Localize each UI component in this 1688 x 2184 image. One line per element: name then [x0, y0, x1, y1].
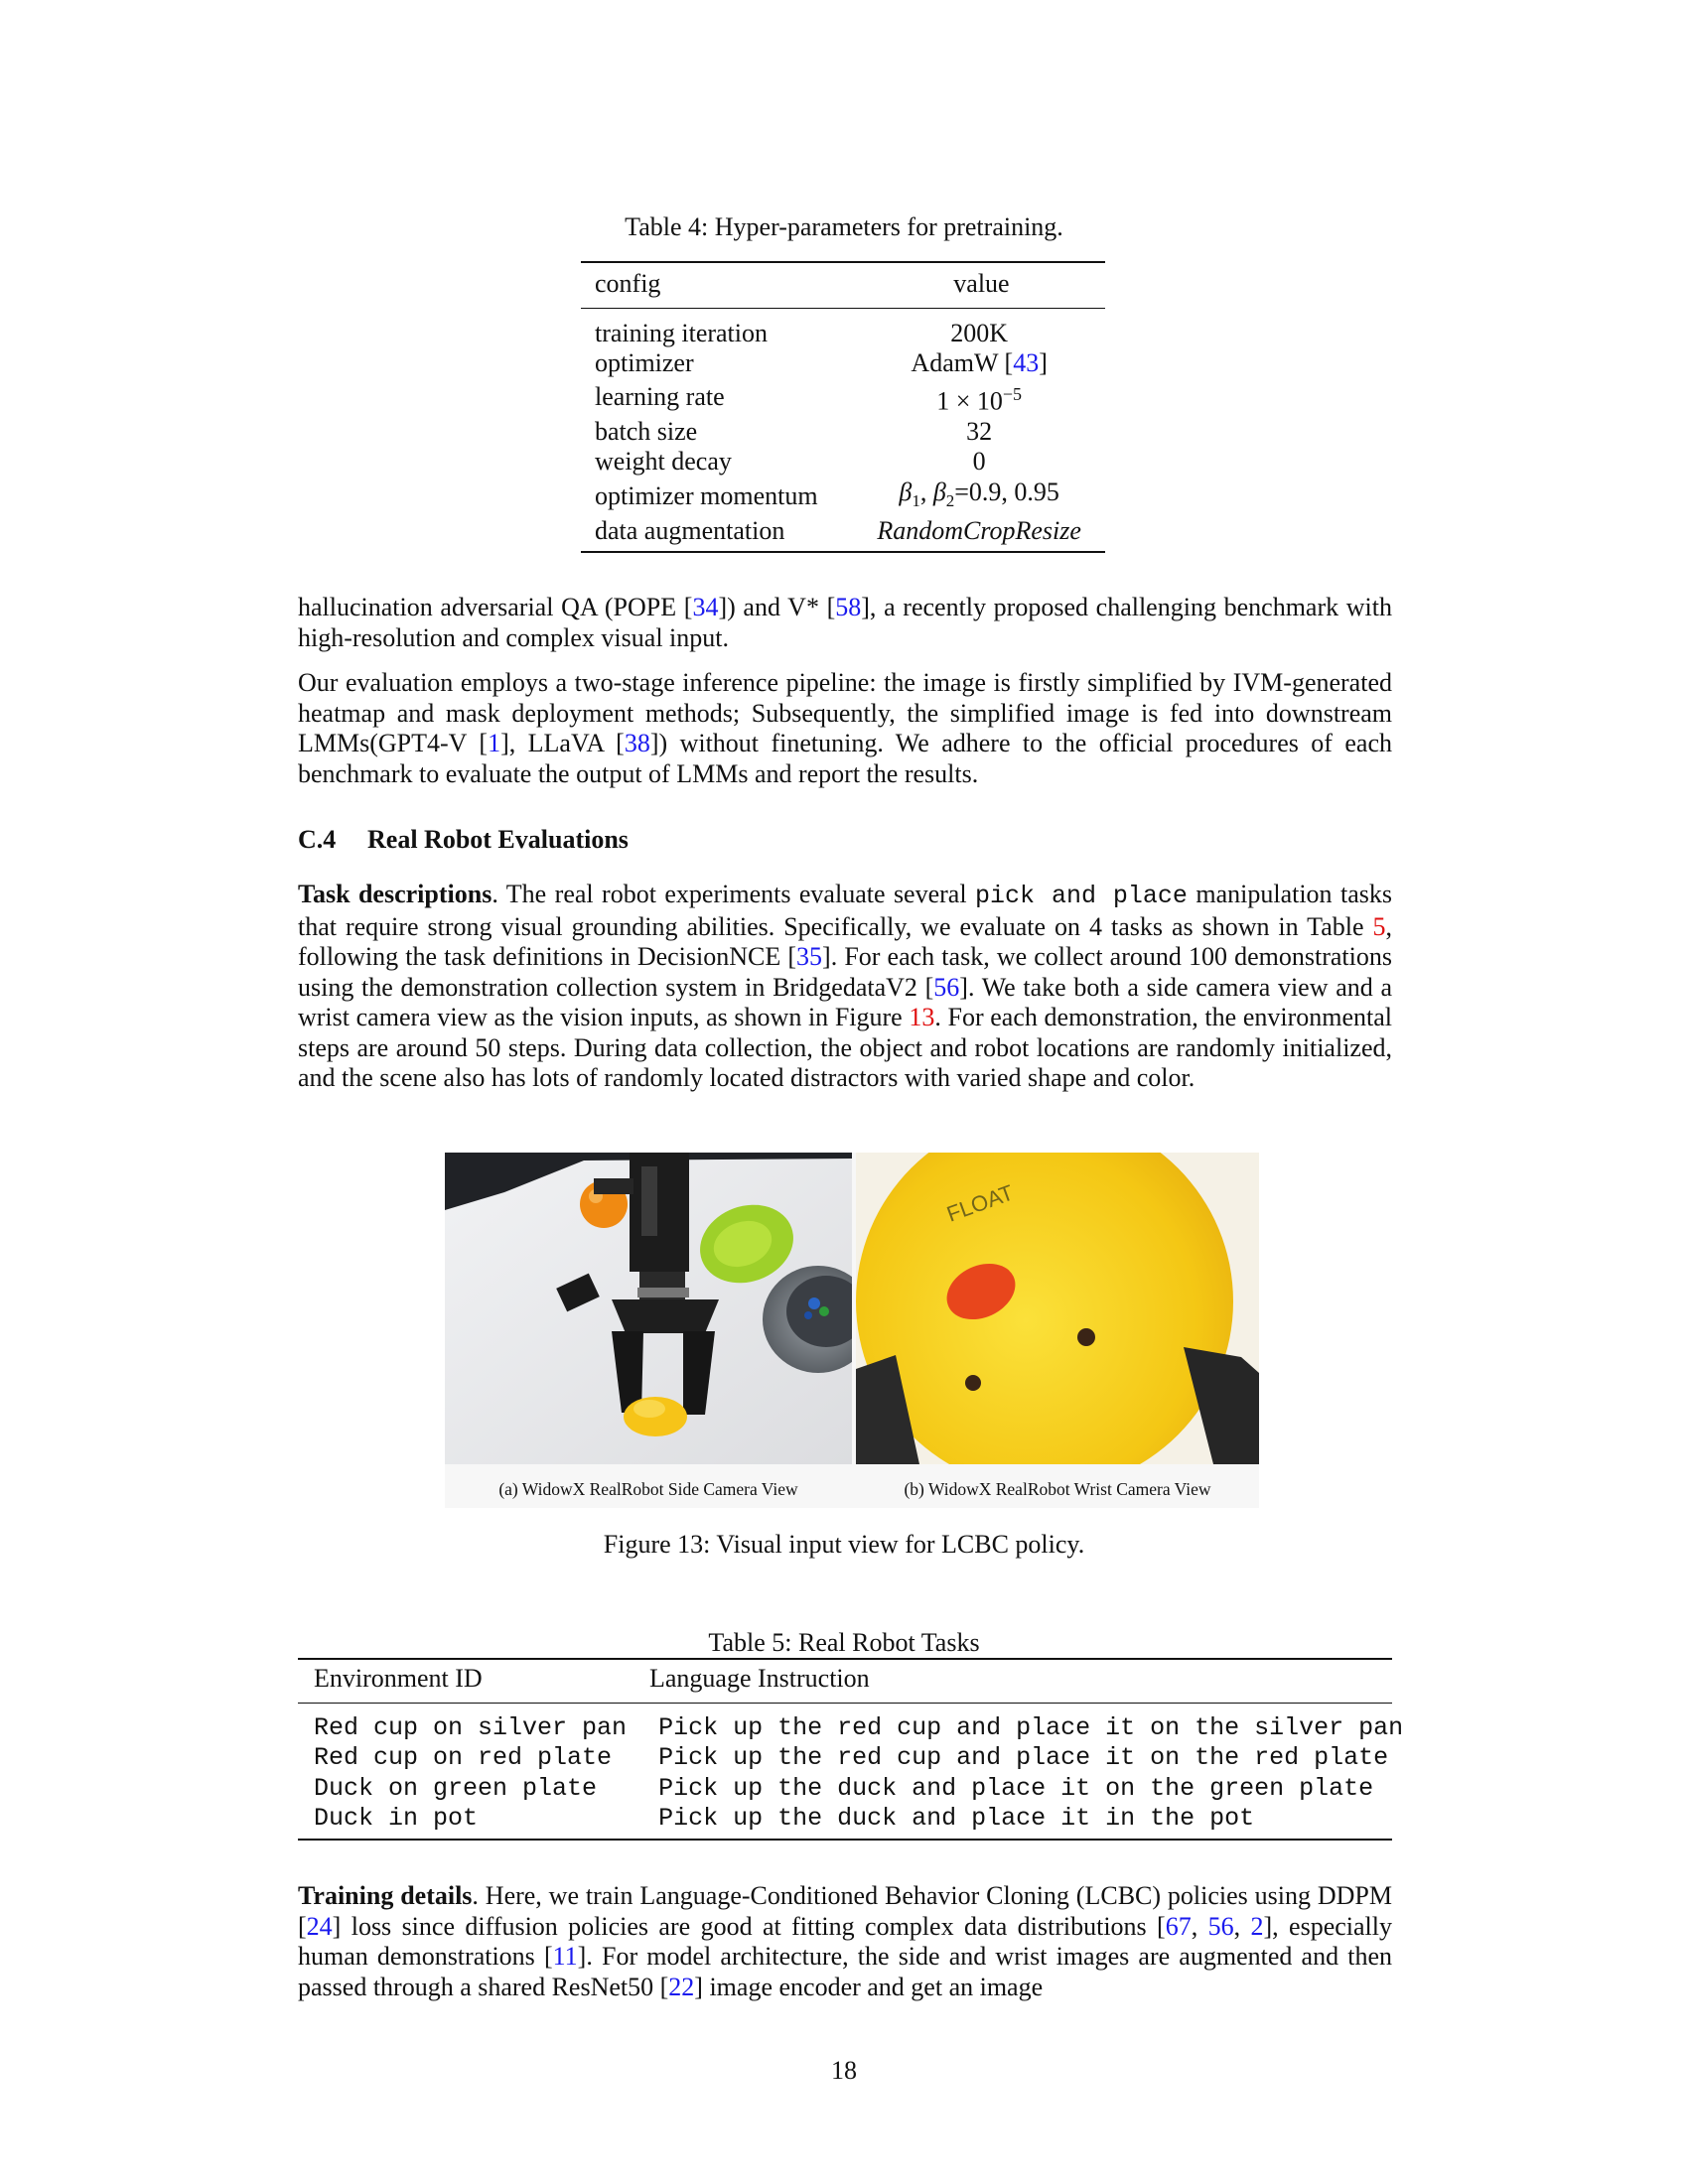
text-run: , following the task definitions in DecisionNCE [: [298, 911, 1392, 971]
env-id-cell: Duck in pot: [314, 1804, 479, 1833]
config-cell: data augmentation: [595, 516, 785, 546]
table4-header-config: config: [595, 269, 661, 298]
value-cell: 200K: [950, 318, 1009, 347]
text-run: . Here, we train Language-Conditioned Behavior Cloning (LCBC) policies using DDPM [: [298, 1881, 1392, 1941]
section-heading: [298, 825, 629, 855]
table-row: [581, 379, 1105, 417]
value-cell: 0: [972, 447, 986, 477]
text-run: ] image encoder and get an image: [694, 1972, 1044, 2001]
value-text: ]: [1039, 348, 1048, 377]
table4-bottom-rule: [581, 551, 1105, 553]
citation-link[interactable]: 34: [692, 593, 719, 621]
config-cell: learning rate: [595, 382, 725, 412]
citation-link[interactable]: 24: [306, 1911, 333, 1941]
text-run: ] loss since diffusion policies are good at fitting complex data distributions [: [332, 1911, 1166, 1941]
beta-subscript: 2: [945, 490, 955, 510]
env-id-cell: Duck on green plate: [314, 1773, 598, 1803]
side-camera-image: [445, 1153, 852, 1464]
figure-caption: Figure 13: Visual input view for LCBC policy.: [603, 1530, 1085, 1559]
text-run: ]. For each task, we collect around 100 demonstrations using the demonstration collection system in BridgedataV2 [: [298, 942, 1393, 1002]
citation-link[interactable]: 1: [488, 729, 501, 757]
value-base: 1 × 10: [936, 386, 1003, 416]
config-cell: optimizer: [595, 348, 694, 377]
citation-link[interactable]: 58: [835, 593, 862, 621]
citation-link[interactable]: 22: [668, 1972, 695, 2001]
subcaption-wrist-view: (b) WidowX RealRobot Wrist Camera View: [904, 1479, 1211, 1499]
text-run: ,: [1233, 1911, 1251, 1941]
citation-link[interactable]: 43: [1013, 348, 1040, 377]
value-text: AdamW [: [911, 348, 1014, 377]
text-run: ], a recently proposed challenging benchmark with high-resolution and complex visual input.: [298, 593, 1392, 652]
text-run: . For each demonstration, the environmental steps are around 50 steps. During data collection, the object and robot locations are randomly initialized, and the scene also has lots of randomly located distractors with varied shape and color.: [298, 1003, 1392, 1092]
config-cell: weight decay: [595, 447, 732, 477]
table-row: [298, 1804, 1419, 1839]
citation-link[interactable]: 38: [624, 729, 650, 757]
citation-link[interactable]: 35: [796, 942, 823, 971]
table-row: [581, 478, 1105, 517]
text-run: manipulation tasks that require strong visual grounding abilities. Specifically, we evaluate on 4 tasks as shown in Table: [298, 880, 1393, 941]
instruction-cell: Pick up the duck and place it on the green plate: [658, 1773, 1374, 1803]
table4: [581, 261, 1105, 553]
table5-caption: Table 5: Real Robot Tasks: [708, 1628, 980, 1657]
text-run: . The real robot experiments evaluate several: [492, 880, 975, 908]
citation-link[interactable]: 11: [552, 1942, 578, 1971]
table5: [298, 1658, 1404, 1841]
value-cell: [853, 348, 1105, 379]
instruction-cell: Pick up the red cup and place it on the silver pan: [658, 1712, 1404, 1742]
config-cell: optimizer momentum: [595, 481, 818, 511]
table-row: [298, 1774, 1419, 1805]
citation-link[interactable]: 56: [1207, 1911, 1234, 1941]
table4-header-row: [581, 263, 1105, 308]
beta-symbol: β: [932, 477, 946, 506]
table-row: [581, 348, 1105, 379]
citation-link[interactable]: 56: [933, 972, 960, 1002]
table5-header-instruction: Language Instruction: [649, 1664, 870, 1693]
section-title: Real Robot Evaluations: [367, 825, 629, 854]
table-row: [298, 1704, 1419, 1744]
table4-header-value: value: [953, 269, 1010, 298]
text-run: ]) without finetuning. We adhere to the official procedures of each benchmark to evaluate the output of LMMs and report the results.: [298, 729, 1393, 788]
table5-bottom-rule: [298, 1839, 1392, 1841]
config-cell: training iteration: [595, 318, 769, 347]
text-run: ,: [1191, 1911, 1208, 1941]
table5-header-row: [298, 1660, 1392, 1703]
paragraph-lead: Task descriptions: [298, 880, 492, 908]
citation-link[interactable]: 2: [1250, 1911, 1264, 1941]
table-row: [581, 447, 1105, 478]
config-cell: batch size: [595, 416, 698, 446]
text-run: ]) and V* [: [718, 593, 836, 621]
text-run: ], LLaVA [: [500, 729, 625, 757]
beta-symbol: β: [899, 477, 913, 506]
table-row: [581, 309, 1105, 349]
figure-13: [445, 1153, 1259, 1508]
paragraph-task-descriptions: [298, 880, 1392, 1094]
paragraph-training-details: [298, 1881, 1392, 2002]
figure-reference-link[interactable]: 13: [909, 1003, 935, 1031]
table5-header-env: Environment ID: [314, 1664, 483, 1693]
text-run: ], especially human demonstrations [: [298, 1911, 1392, 1971]
value-exponent: −5: [1002, 383, 1023, 404]
instruction-cell: Pick up the duck and place it in the pot: [658, 1804, 1255, 1833]
table-row: [581, 516, 1105, 551]
value-cell: 32: [966, 416, 993, 446]
value-cell: $\beta_1$, $\beta_2=0.9$, 0.95: [899, 477, 1059, 510]
table4-caption: Table 4: Hyper-parameters for pretraining.: [625, 212, 1063, 241]
value-cell: RandomCropResize: [877, 516, 1081, 546]
text-run: ]. For model architecture, the side and wrist images are augmented and then passed through a shared ResNet50 [: [298, 1942, 1392, 2001]
value-text: =0.9, 0.95: [954, 477, 1059, 506]
paragraph-evaluation-pipeline: [298, 668, 1392, 789]
subcaption-side-view: (a) WidowX RealRobot Side Camera View: [498, 1479, 798, 1499]
env-id-cell: Red cup on red plate: [314, 1743, 613, 1772]
text-run: hallucination adversarial QA (POPE [: [298, 593, 693, 621]
env-id-cell: Red cup on silver pan: [314, 1712, 628, 1742]
table-row: [298, 1743, 1419, 1774]
code-span: pick and place: [975, 882, 1188, 910]
paragraph-benchmarks: [298, 593, 1392, 653]
table-reference-link[interactable]: 5: [1372, 911, 1386, 941]
page-number: 18: [831, 2056, 857, 2085]
text-run: ]. We take both a side camera view and a wrist camera view as the vision inputs, as shown in Figure: [298, 972, 1392, 1031]
wrist-camera-image: [856, 1153, 1259, 1464]
text-run: Our evaluation employs a two-stage inference pipeline: the image is firstly simplified by IVM-generated heatmap and mask deployment methods; Subsequently, the simplified image is fed into downstream LMMs(GPT4-V [: [298, 668, 1392, 757]
paragraph-lead: Training details: [298, 1881, 473, 1910]
instruction-cell: Pick up the red cup and place it on the red plate: [658, 1743, 1389, 1772]
value-cell: [853, 379, 1105, 417]
section-number: C.4: [298, 825, 337, 854]
table-row: [581, 417, 1105, 448]
citation-link[interactable]: 67: [1165, 1911, 1192, 1941]
beta-subscript: 1: [912, 490, 920, 510]
svg-text:FLOAT: FLOAT: [943, 1179, 1017, 1227]
